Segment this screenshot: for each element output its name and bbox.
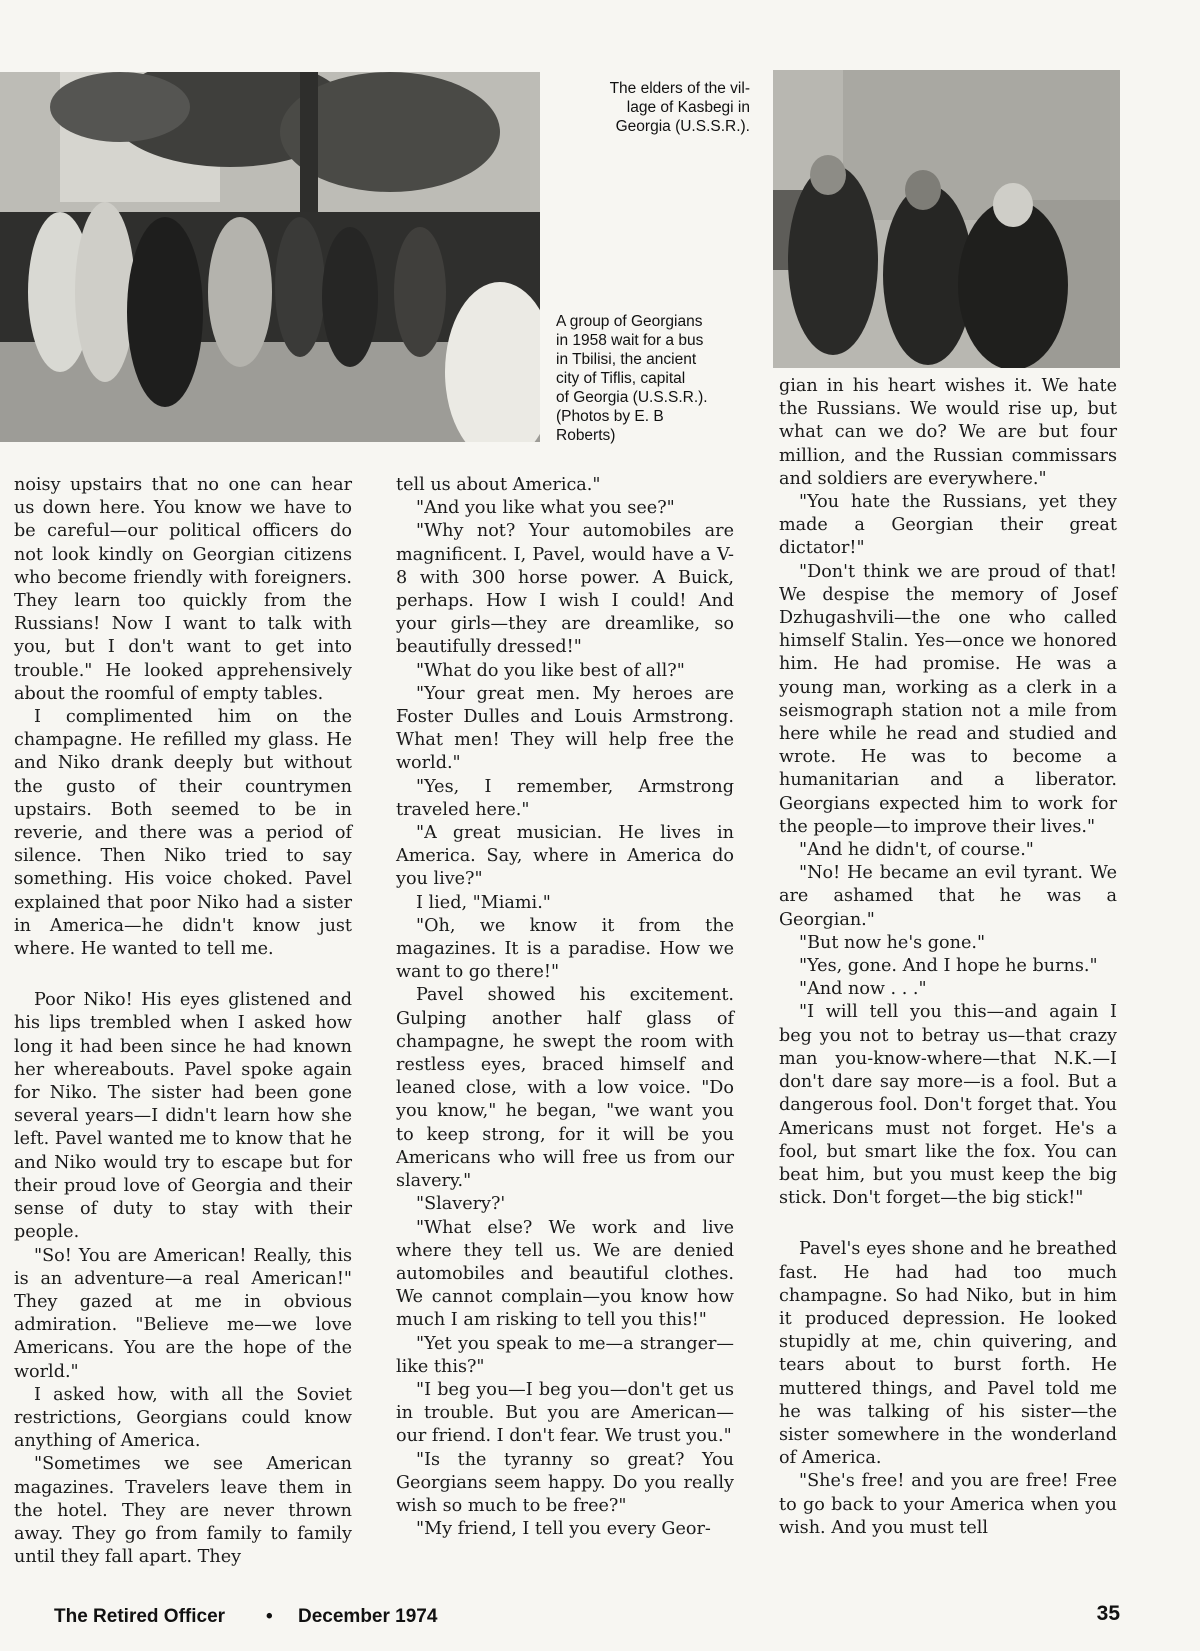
paragraph: "What do you like best of all?" xyxy=(416,660,685,681)
page-number: 35 xyxy=(1096,1602,1120,1625)
paragraph: "My friend, I tell you every Geor- xyxy=(416,1519,711,1540)
photo-caption-elders: The elders of the vil- lage of Kasbegi in Georgia (U.S.S.R.). xyxy=(609,80,750,135)
paragraph: I lied, "Miami." xyxy=(416,892,551,913)
paragraph: gian in his heart wishes it. We hate the Russians. We would rise up, but what can we do? We are but four million, and the Russian commissars and soldiers are everywhere." xyxy=(779,376,1117,489)
article-column-middle xyxy=(396,474,734,1541)
paragraph: "So! You are American! Really, this is an adventure—a real American!" They gazed at me in obvious admiration. "Believe me—we love Americans. You are the hope of the world." xyxy=(14,1245,352,1382)
paragraph: "And now . . ." xyxy=(799,979,927,1000)
paragraph: Pavel showed his excitement. Gulping another half glass of champagne, he swept the room with restless eyes, braced himself and leaned close, with a low voice. "Do you know," he began, "we want you to keep strong, for it will be you Americans who will free us from our slavery." xyxy=(396,985,734,1192)
paragraph: "Yet you speak to me—a stranger—like this?" xyxy=(396,1333,734,1377)
paragraph: "What else? We work and live where they tell us. We are denied automobiles and beautiful clothes. We cannot complain—you know how much I am risking to tell you this!" xyxy=(396,1217,734,1331)
paragraph: tell us about America." xyxy=(396,475,601,495)
paragraph: "Oh, we know it from the magazines. It is a paradise. How we want to go there!" xyxy=(396,915,734,983)
paragraph: "Why not? Your automobiles are magnificent. I, Pavel, would have a V-8 with 300 horse power. A Buick, perhaps. How I wish I could! And your girls—they are dreamlike, so beautifully dressed!" xyxy=(396,521,734,658)
paragraph: "Don't think we are proud of that! We despise the memory of Josef Dzhugashvili—the one who called himself Stalin. Yes—once we honored him. He had promise. He was a young man, working as a clerk in a seismograph station not a mile from here while he read and studied and wrote. He was to become a humanitarian and a liberator. Georgians expected him to work for the people—to improve their lives." xyxy=(779,561,1117,837)
publication-name: The Retired Officer xyxy=(54,1606,226,1627)
paragraph: "I beg you—I beg you—don't get us in trouble. But you are American—our friend. I don't fear. We trust you." xyxy=(396,1379,734,1447)
paragraph: Pavel's eyes shone and he breathed fast. He had had too much champagne. So had Niko, but in him it produced depression. He looked stupidly at me, chin quivering, and tears about to burst forth. He muttered things, and Pavel told me he was talking of his sister—the sister somewhere in the wonderland of America. xyxy=(779,1239,1117,1469)
paragraph: I complimented him on the champagne. He refilled my glass. He and Niko drank deeply but without the gusto of their countrymen upstairs. Both seemed to be in reverie, and there was a period of silence. Then Niko tried to say something. His voice choked. Pavel explained that poor Niko had a sister in America—he didn't know just where. He wanted to tell me. xyxy=(14,707,352,960)
paragraph: "Yes, gone. And I hope he burns." xyxy=(799,956,1098,977)
paragraph: "Is the tyranny so great? You Georgians seem happy. Do you really wish so much to be free?" xyxy=(396,1449,734,1516)
paragraph: "No! He became an evil tyrant. We are ashamed that he was a Georgian." xyxy=(779,863,1117,930)
paragraph: "Your great men. My heroes are Foster Dulles and Louis Armstrong. What men! They will help free the world." xyxy=(396,683,734,774)
paragraph: "I will tell you this—and again I beg you not to betray us—that crazy man you-know-where—that N.K.—I don't dare say more—is a fool. But a dangerous fool. Don't forget that. You Americans must not forget. He's a fool, but smart like the fox. You can beat him, but you must keep the big stick. Don't forget—the big stick!" xyxy=(779,1002,1117,1209)
paragraph: "But now he's gone." xyxy=(799,932,986,953)
photo-caption-group: A group of Georgians in 1958 wait for a bus in Tbilisi, the ancient city of Tiflis, capital of Georgia (U.S.S.R.). (Photos by E. B Roberts) xyxy=(556,313,708,444)
issue-date: December 1974 xyxy=(298,1606,438,1627)
paragraph: "And you like what you see?" xyxy=(416,498,675,519)
paragraph: noisy upstairs that no one can hear us down here. You know we have to be careful—our political officers do not look kindly on Georgian citizens who become friendly with foreigners. They learn too quickly from the Russians! Now I want to talk with you, but I don't want to get into trouble." He looked apprehensively about the roomful of empty tables. xyxy=(14,475,352,704)
paragraph: "Slavery?' xyxy=(416,1194,506,1215)
paragraph: "Yes, I remember, Armstrong traveled here." xyxy=(396,776,734,820)
photo-kasbegi-elders xyxy=(773,70,1120,368)
article-column-right xyxy=(779,375,1117,1540)
footer-separator: • xyxy=(266,1606,273,1627)
article-column-left xyxy=(14,474,352,1569)
paragraph: "She's free! and you are free! Free to go back to your America when you wish. And you must tell xyxy=(779,1471,1117,1538)
paragraph: I asked how, with all the Soviet restrictions, Georgians could know anything of America. xyxy=(14,1384,352,1452)
paragraph: "A great musician. He lives in America. Say, where in America do you live?" xyxy=(396,823,734,890)
paragraph: "You hate the Russians, yet they made a Georgian their great dictator!" xyxy=(779,492,1117,559)
paragraph: Poor Niko! His eyes glistened and his lips trembled when I asked how long it had been since he had known her whereabouts. Pavel spoke again for Niko. The sister had been gone several years—I didn't learn how she left. Pavel wanted me to know that he and Niko would try to escape but for their proud love of Georgia and their sense of duty to stay with their people. xyxy=(14,990,352,1243)
paragraph: "Sometimes we see American magazines. Travelers leave them in the hotel. They are never thrown away. They go from family to family until they fall apart. They xyxy=(14,1454,352,1568)
paragraph: "And he didn't, of course." xyxy=(799,840,1034,861)
photo-georgians-bus-stop xyxy=(0,72,540,442)
